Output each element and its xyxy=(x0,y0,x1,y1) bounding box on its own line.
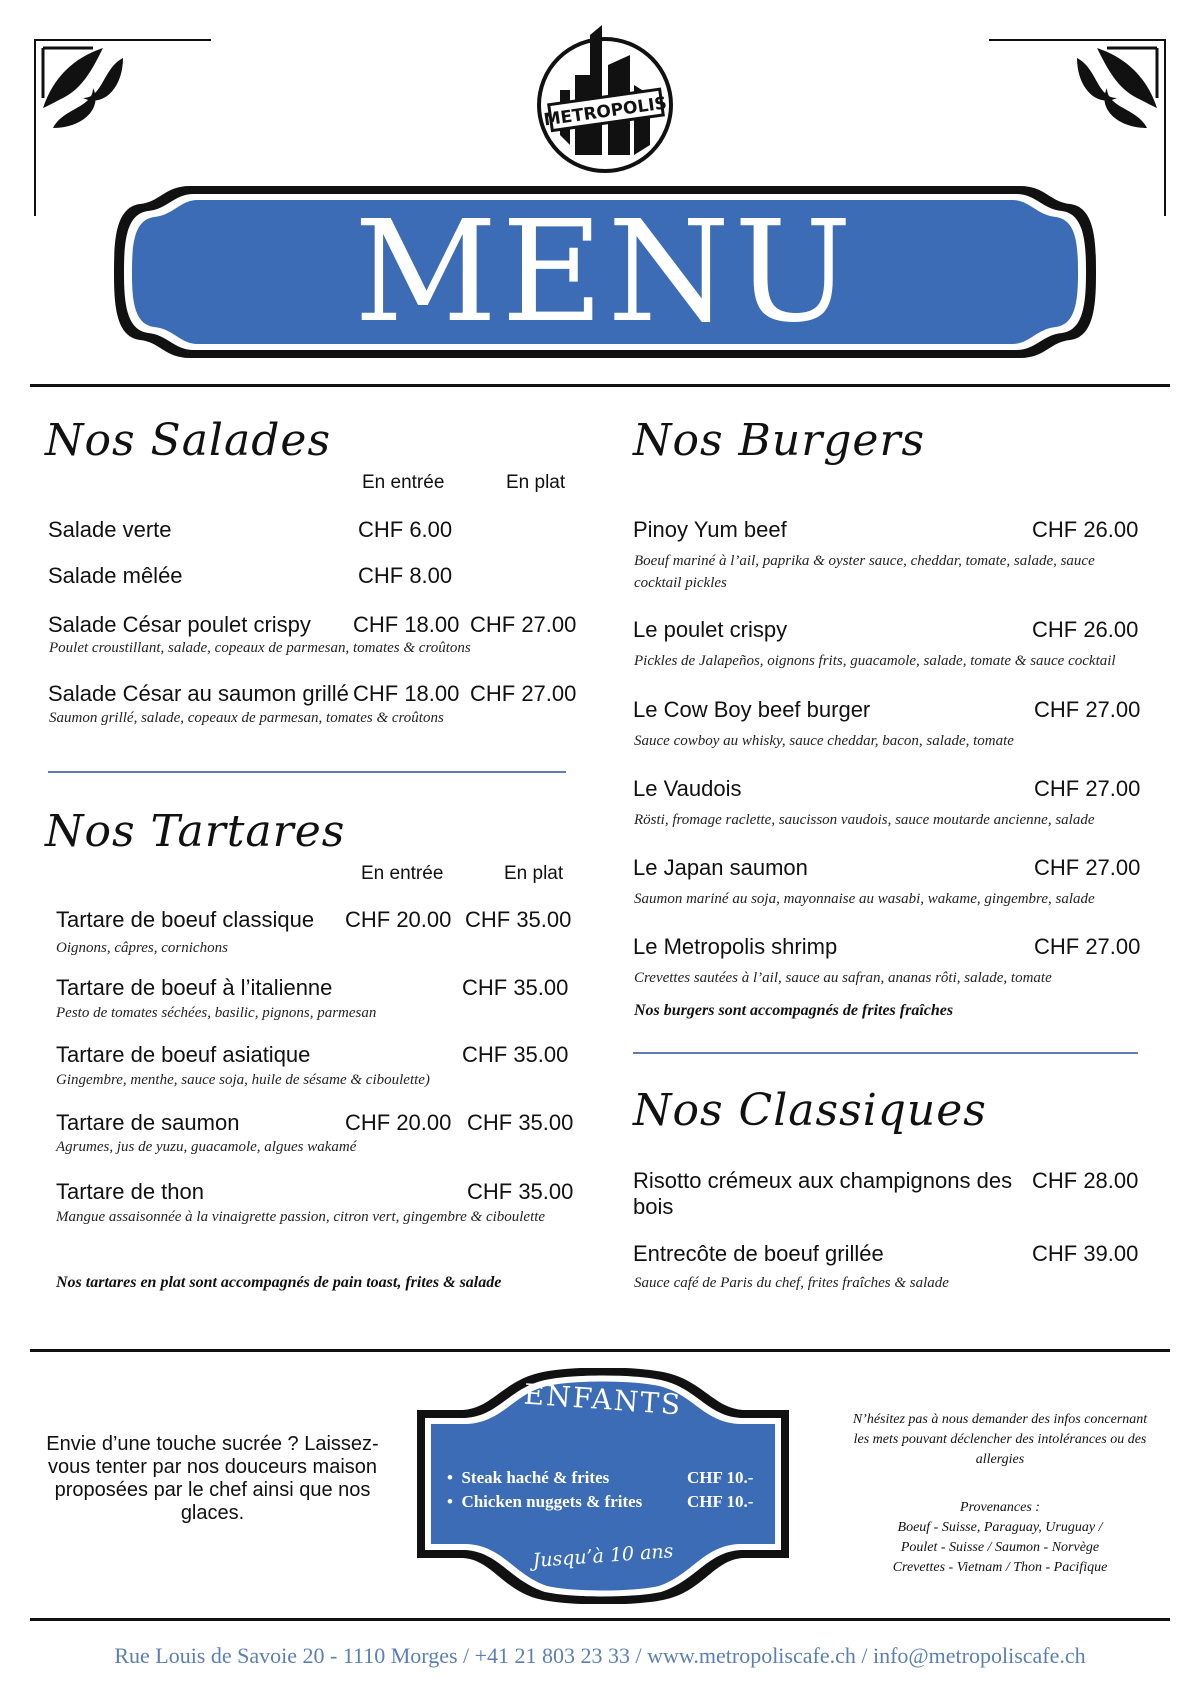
tartare-item-plat-price: CHF 35.00 xyxy=(467,1179,574,1204)
burger-item-desc: Saumon mariné au soja, mayonnaise au wasabi, wakame, gingembre, salade xyxy=(634,891,1095,907)
burgers-note: Nos burgers sont accompagnés de frites fraîches xyxy=(634,1002,954,1019)
tartare-item-plat-price: CHF 35.00 xyxy=(462,975,569,1000)
salades-col-entree: En entrée xyxy=(362,472,445,493)
provenances-line: Poulet - Suisse / Saumon - Norvège xyxy=(900,1540,1100,1555)
salade-item-name: Salade César au saumon grillé xyxy=(48,681,349,706)
tartares-title: Nos Tartares xyxy=(45,806,346,857)
burgers-separator xyxy=(633,1052,1138,1054)
classique-item-name: Risotto crémeux aux champignons des bois xyxy=(633,1168,1013,1219)
burger-item-name: Le Vaudois xyxy=(633,776,742,801)
tartare-item-desc: Pesto de tomates séchées, basilic, pignons, parmesan xyxy=(56,1005,377,1021)
burger-item-name: Le Metropolis shrimp xyxy=(633,934,838,959)
burger-item-name: Le Cow Boy beef burger xyxy=(633,697,871,722)
burger-item-desc: Pickles de Jalapeños, oignons frits, guacamole, salade, tomate & sauce cocktail xyxy=(634,653,1116,669)
salade-item-name: Salade César poulet crispy xyxy=(48,612,311,637)
tartare-item-desc: Agrumes, jus de yuzu, guacamole, algues wakamé xyxy=(56,1139,357,1155)
tartare-item-desc: Mangue assaisonnée à la vinaigrette passion, citron vert, gingembre & ciboulette xyxy=(56,1209,546,1225)
burgers-title: Nos Burgers xyxy=(633,415,926,466)
dessert-text: Envie d’une touche sucrée ? Laissez-vous tenter par nos douceurs maison proposées par le chef ainsi que nos glaces. xyxy=(46,1433,379,1524)
salade-item-name: Salade mêlée xyxy=(48,563,183,588)
metropolis-logo xyxy=(530,15,680,175)
classique-item-name: Entrecôte de boeuf grillée xyxy=(633,1241,884,1266)
burger-item-price: CHF 27.00 xyxy=(1034,776,1141,801)
footer-divider xyxy=(30,1618,1170,1621)
provenances-line: Boeuf - Suisse, Paraguay, Uruguay / xyxy=(897,1520,1103,1535)
kids-item-label: Chicken nuggets & frites xyxy=(461,1492,643,1511)
salade-item-name: Salade verte xyxy=(48,517,172,542)
salade-item-plat-price: CHF 27.00 xyxy=(470,681,577,706)
kids-age-limit: Jusqu’à 10 ans xyxy=(531,1540,675,1572)
tartare-item-desc: Oignons, câpres, cornichons xyxy=(56,940,228,956)
burger-item-desc: Crevettes sautées à l’ail, sauce au safran, ananas rôti, salade, tomate xyxy=(634,970,1052,986)
burger-item-name: Le poulet crispy xyxy=(633,617,788,642)
kids-item-price: CHF 10.- xyxy=(687,1468,754,1487)
bullet-icon: • xyxy=(447,1492,462,1511)
provenances-title: Provenances : xyxy=(960,1500,1040,1515)
burger-item-name: Pinoy Yum beef xyxy=(633,517,787,542)
classique-item-desc: Sauce café de Paris du chef, frites fraîches & salade xyxy=(634,1275,949,1291)
kids-item-price: CHF 10.- xyxy=(687,1492,754,1511)
tartare-item-name: Tartare de boeuf à l’italienne xyxy=(56,975,333,1000)
tartares-col-plat: En plat xyxy=(504,863,564,884)
tartare-item-name: Tartare de boeuf asiatique xyxy=(56,1042,311,1067)
burger-item-desc: Boeuf mariné à l’ail, paprika & oyster sauce, cheddar, tomate, salade, sauce cocktail pickles xyxy=(634,553,1095,591)
tartare-item-entree-price: CHF 20.00 xyxy=(345,907,452,932)
bullet-icon: • xyxy=(447,1468,462,1487)
provenances-line: Crevettes - Vietnam / Thon - Pacifique xyxy=(892,1560,1108,1575)
burger-item-price: CHF 27.00 xyxy=(1034,934,1141,959)
burger-item-price: CHF 26.00 xyxy=(1032,617,1139,642)
allergy-info: N’hésitez pas à nous demander des infos concernant les mets pouvant déclencher des intolérances ou des allergies xyxy=(852,1412,1148,1467)
salades-col-plat: En plat xyxy=(506,472,566,493)
tartare-item-name: Tartare de saumon xyxy=(56,1110,240,1135)
burger-item-price: CHF 27.00 xyxy=(1034,697,1141,722)
tartare-item-name: Tartare de thon xyxy=(56,1179,204,1204)
classiques-title: Nos Classiques xyxy=(633,1085,987,1136)
kids-title: ENFANTS xyxy=(522,1377,684,1422)
logo-text: METROPOLIS xyxy=(542,93,669,131)
tartare-item-desc: Gingembre, menthe, sauce soja, huile de sésame & ciboulette) xyxy=(56,1072,430,1088)
burger-item-price: CHF 26.00 xyxy=(1032,517,1139,542)
classique-item-price: CHF 28.00 xyxy=(1032,1168,1139,1193)
tartare-item-name: Tartare de boeuf classique xyxy=(56,907,315,932)
salade-item-entree-price: CHF 8.00 xyxy=(358,563,453,588)
menu-title: MENU xyxy=(353,190,857,354)
burger-item-name: Le Japan saumon xyxy=(633,855,808,880)
burger-item-desc: Rösti, fromage raclette, saucisson vaudois, sauce moutarde ancienne, salade xyxy=(634,812,1095,828)
kids-item-label: Steak haché & frites xyxy=(461,1468,610,1487)
kids-item-name xyxy=(447,1492,642,1512)
tartare-item-plat-price: CHF 35.00 xyxy=(465,907,572,932)
burger-item-price: CHF 27.00 xyxy=(1034,855,1141,880)
tartare-item-plat-price: CHF 35.00 xyxy=(462,1042,569,1067)
tartares-col-entree: En entrée xyxy=(361,863,444,884)
burger-item-desc: Sauce cowboy au whisky, sauce cheddar, bacon, salade, tomate xyxy=(634,733,1014,749)
salade-item-desc: Poulet croustillant, salade, copeaux de parmesan, tomates & croûtons xyxy=(49,640,471,656)
kids-item-name xyxy=(447,1468,609,1488)
tartare-item-entree-price: CHF 20.00 xyxy=(345,1110,452,1135)
top-divider xyxy=(30,384,1170,387)
salades-title: Nos Salades xyxy=(45,415,332,466)
salade-item-entree-price: CHF 6.00 xyxy=(358,517,453,542)
salade-item-plat-price: CHF 27.00 xyxy=(470,612,577,637)
classique-item-price: CHF 39.00 xyxy=(1032,1241,1139,1266)
tartare-item-plat-price: CHF 35.00 xyxy=(467,1110,574,1135)
salades-separator xyxy=(48,771,566,773)
tartares-note: Nos tartares en plat sont accompagnés de pain toast, frites & salade xyxy=(56,1274,502,1291)
salade-item-desc: Saumon grillé, salade, copeaux de parmesan, tomates & croûtons xyxy=(49,710,444,726)
footer-contact: Rue Louis de Savoie 20 - 1110 Morges / +41 21 803 23 33 / www.metropoliscafe.ch / info@metropoliscafe.ch xyxy=(114,1643,1086,1668)
salade-item-entree-price: CHF 18.00 xyxy=(353,681,460,706)
bottom-divider xyxy=(30,1349,1170,1352)
salade-item-entree-price: CHF 18.00 xyxy=(353,612,460,637)
